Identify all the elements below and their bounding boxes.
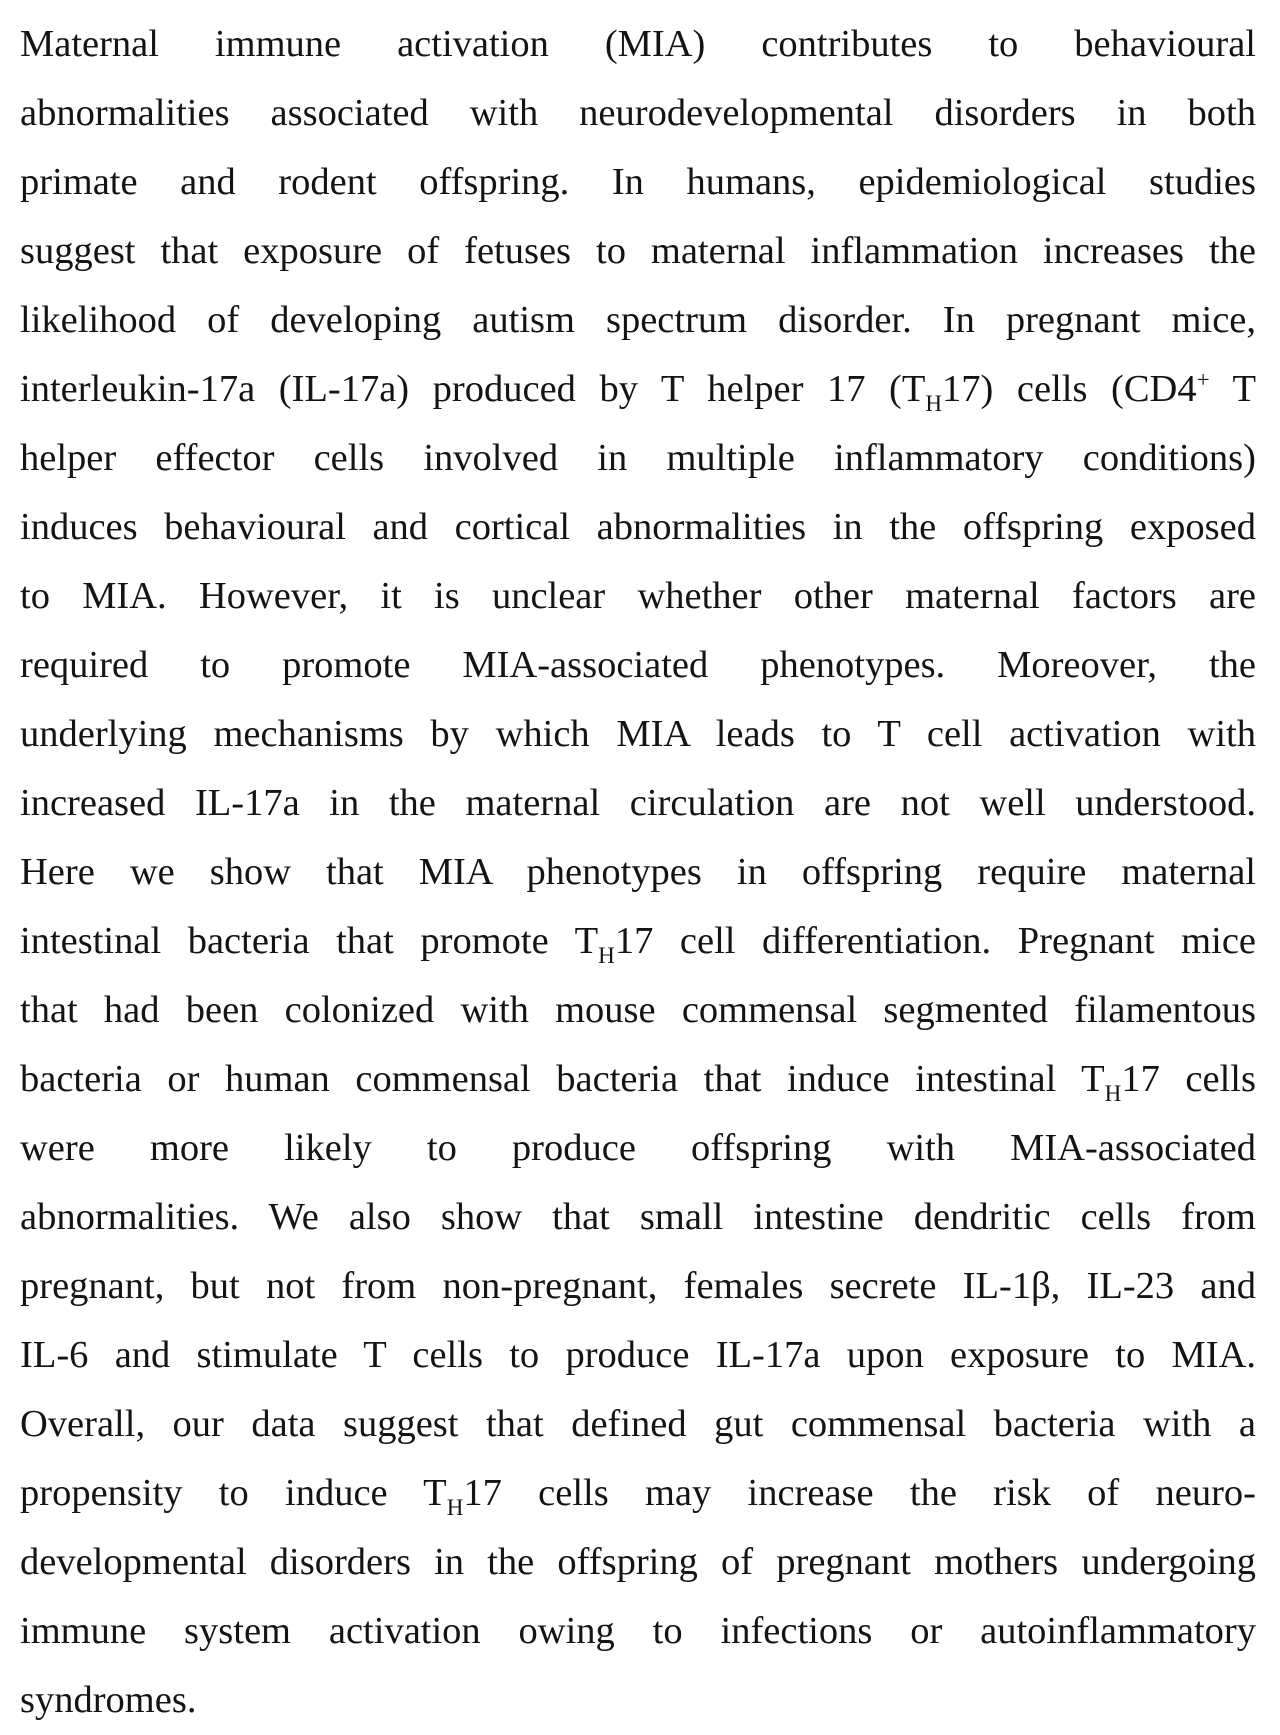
subscript: H	[925, 389, 943, 416]
subscript: H	[598, 941, 615, 968]
text-line: syndromes.	[20, 1679, 197, 1721]
subscript: H	[1104, 1079, 1122, 1106]
text-line	[20, 907, 1256, 976]
text-line: increased IL-17a in the maternal circulation are not well understood.	[20, 782, 1256, 824]
text-line: helper effector cells involved in multiple inflammatory conditions)	[20, 437, 1256, 479]
text-line: IL-6 and stimulate T cells to produce IL-17a upon exposure to MIA.	[20, 1334, 1256, 1376]
text-line: suggest that exposure of fetuses to maternal inflammation increases the	[20, 230, 1256, 272]
text-line: were more likely to produce offspring with MIA-associated	[20, 1127, 1256, 1169]
text-line: to MIA. However, it is unclear whether other maternal factors are	[20, 575, 1256, 617]
text-line: abnormalities. We also show that small intestine dendritic cells from	[20, 1196, 1256, 1238]
text-line: abnormalities associated with neurodevelopmental disorders in both	[20, 92, 1256, 134]
text-segment: 17 cells	[1121, 1058, 1256, 1100]
text-line: that had been colonized with mouse commensal segmented filamentous	[20, 989, 1256, 1031]
text-line: induces behavioural and cortical abnormalities in the offspring exposed	[20, 506, 1256, 548]
text-line	[20, 1045, 1256, 1114]
text-segment: bacteria or human commensal bacteria that induce intestinal T	[20, 1058, 1105, 1100]
text-line: primate and rodent offspring. In humans, epidemiological studies	[20, 161, 1256, 203]
text-line: developmental disorders in the offspring of pregnant mothers undergoing	[20, 1541, 1256, 1583]
text-line: Overall, our data suggest that defined gut commensal bacteria with a	[20, 1403, 1256, 1445]
text-line: immune system activation owing to infections or autoinflammatory	[20, 1610, 1256, 1652]
text-line: Maternal immune activation (MIA) contributes to behavioural	[20, 23, 1256, 65]
text-line	[20, 1459, 1256, 1528]
text-segment: 17) cells (CD4	[942, 368, 1197, 410]
text-line: Here we show that MIA phenotypes in offspring require maternal	[20, 851, 1256, 893]
text-line: underlying mechanisms by which MIA leads to T cell activation with	[20, 713, 1256, 755]
text-line: likelihood of developing autism spectrum disorder. In pregnant mice,	[20, 299, 1256, 341]
text-line: required to promote MIA-associated phenotypes. Moreover, the	[20, 644, 1256, 686]
text-segment: intestinal bacteria that promote T	[20, 920, 599, 962]
text-segment: 17 cell differentiation. Pregnant mice	[614, 920, 1256, 962]
subscript: H	[446, 1493, 464, 1520]
superscript: +	[1196, 365, 1210, 392]
text-segment: propensity to induce T	[20, 1472, 447, 1514]
text-segment: interleukin-17a (IL-17a) produced by T helper 17 (T	[20, 368, 926, 410]
text-line	[20, 355, 1256, 424]
text-segment: T	[1209, 368, 1256, 410]
text-line: pregnant, but not from non-pregnant, females secrete IL-1β, IL-23 and	[20, 1265, 1256, 1307]
text-segment: 17 cells may increase the risk of neuro-	[463, 1472, 1256, 1514]
abstract-text	[20, 10, 1256, 1735]
